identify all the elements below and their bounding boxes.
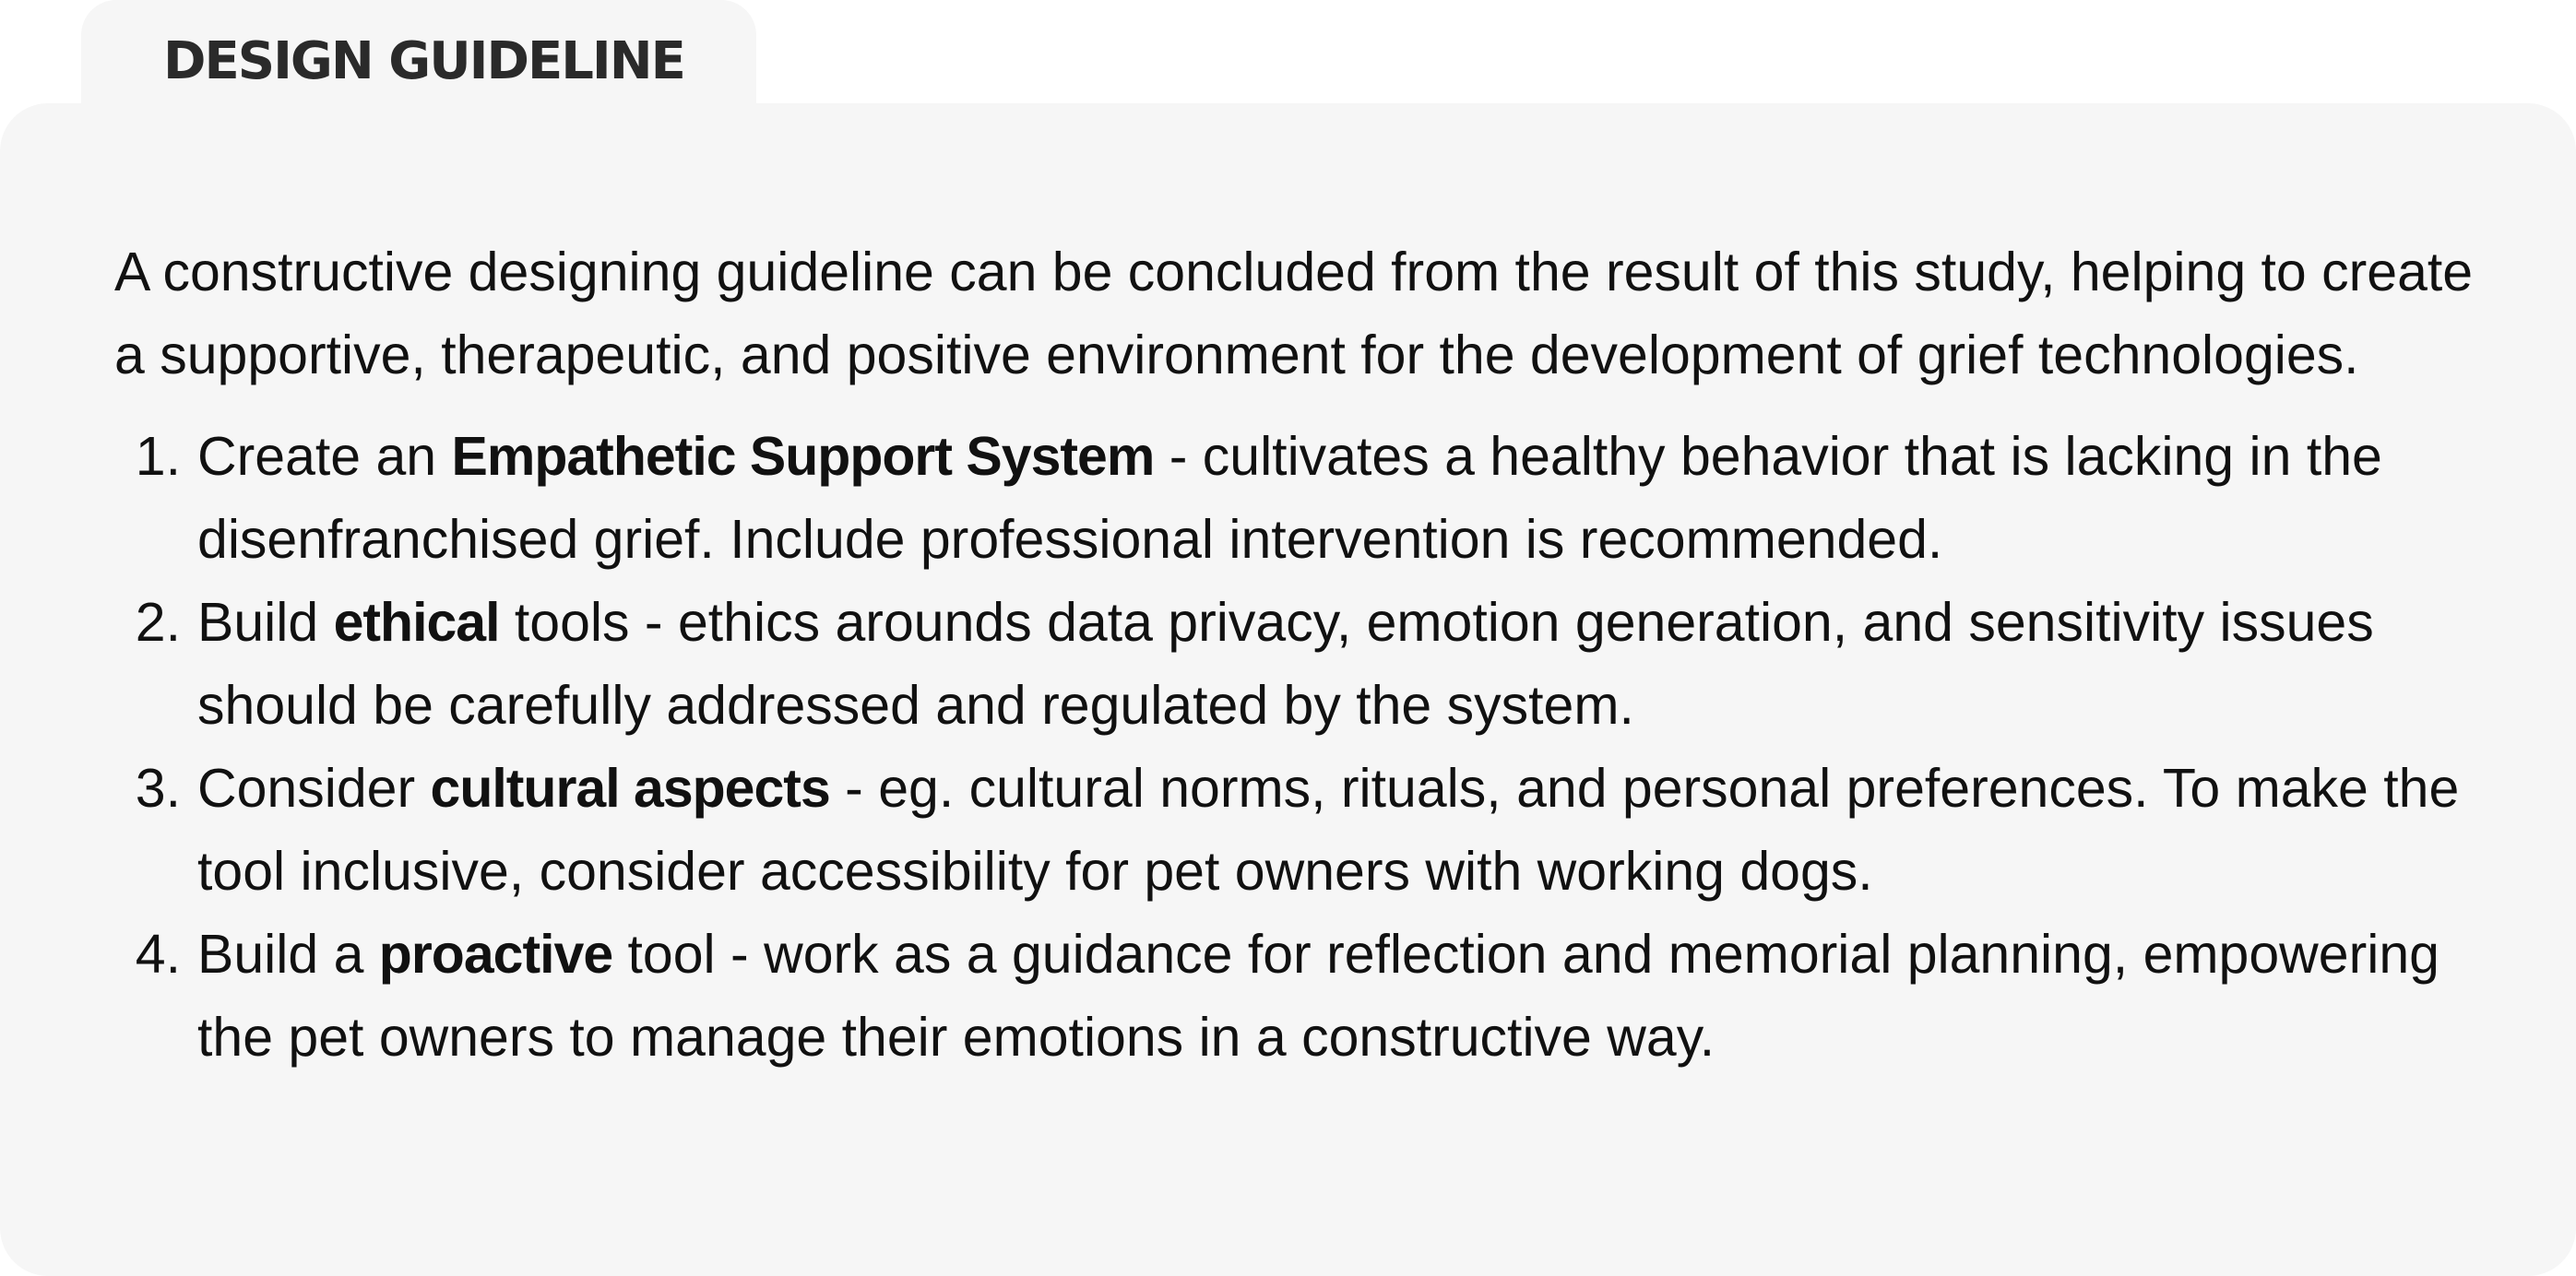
intro-paragraph: A constructive designing guideline can be concluded from the result of this study, helping to create a supportive, therapeutic, and positive environment for the development of grief technologies. [114,242,2474,385]
guideline-text-before: Build [197,592,334,653]
guideline-text-after: - cultivates a healthy behavior that is lacking in the disenfranchised grief. Include professional intervention is recommended. [197,426,2382,570]
guideline-list [114,415,2475,1079]
guideline-emphasis: Empathetic Support System [451,426,1155,487]
guideline-text-after: tool - work as a guidance for reflection and memorial planning, empowering the pet owners to manage their emotions in a constructive way. [197,924,2439,1068]
guideline-emphasis: proactive [378,924,613,985]
guideline-text-after: tools - ethics arounds data privacy, emotion generation, and sensitivity issues should be carefully addressed and regulated by the system. [197,592,2374,736]
guideline-text-before: Build a [197,924,379,985]
guideline-item [114,913,2475,1079]
guideline-number: 1. [135,426,181,487]
guideline-text-before: Consider [197,758,431,819]
guideline-number: 4. [135,924,181,985]
guideline-content [114,230,2475,1079]
guideline-item [114,415,2475,581]
guideline-item [114,747,2475,913]
section-title: DESIGN GUIDELINE [163,31,684,91]
guideline-emphasis: cultural aspects [430,758,830,819]
guideline-text-after: - eg. cultural norms, rituals, and personal preferences. To make the tool inclusive, consider accessibility for pet owners with working dogs. [197,758,2460,902]
guideline-text-before: Create an [197,426,452,487]
guideline-number: 2. [135,592,181,653]
guideline-emphasis: ethical [333,592,500,653]
guideline-item [114,581,2475,747]
guideline-number: 3. [135,758,181,819]
